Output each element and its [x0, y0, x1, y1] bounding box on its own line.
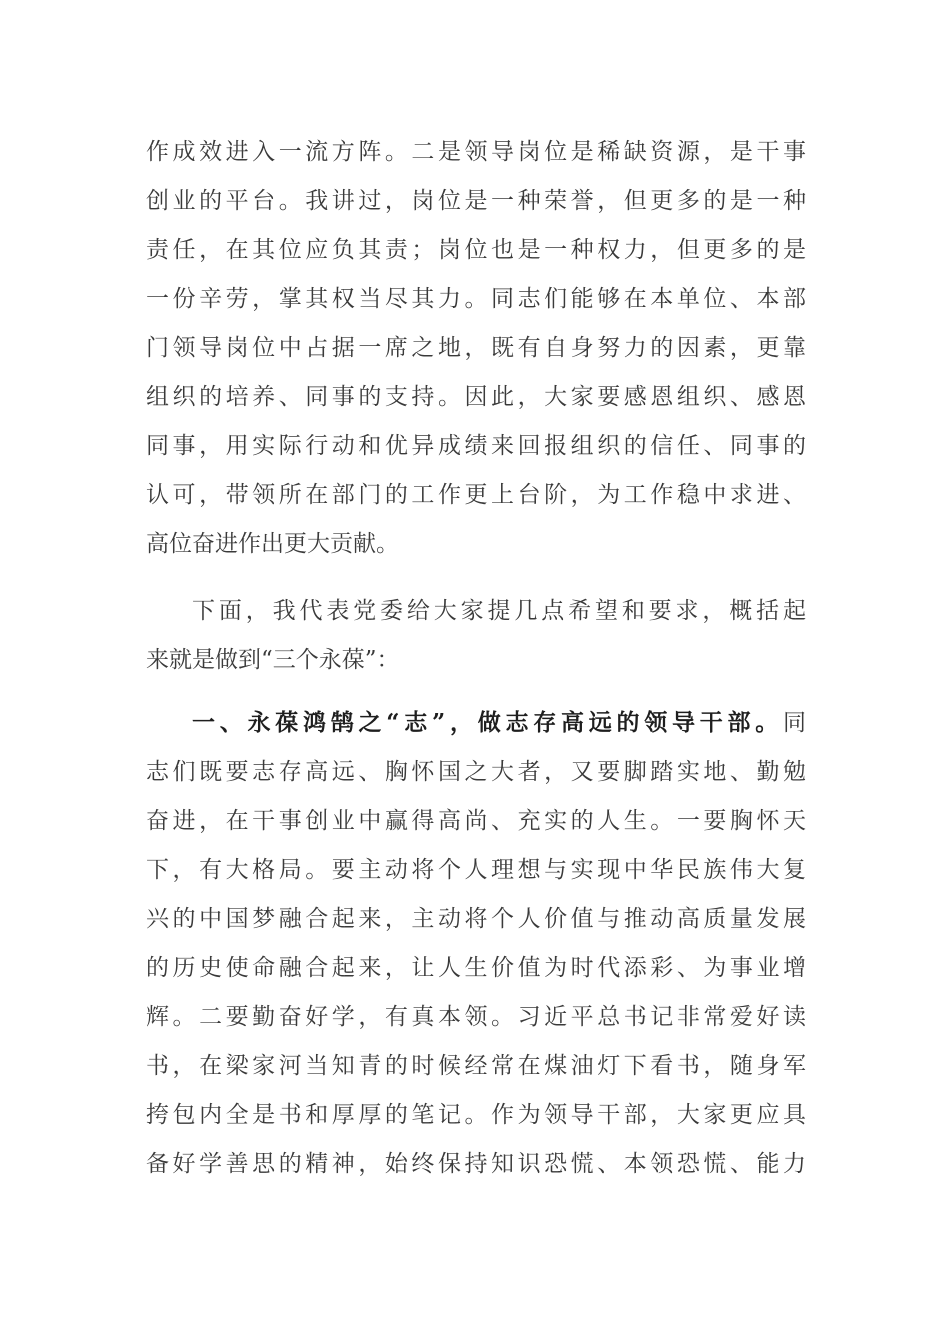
section-heading: 一、永葆鸿鹄之“志”，做志存高远的领导干部。	[192, 709, 783, 736]
section-heading-line	[192, 707, 806, 739]
text-line: 下，有大格局。要主动将个人理想与实现中华民族伟大复	[146, 857, 806, 883]
text-line: 创业的平台。我讲过，岗位是一种荣誉，但更多的是一种	[146, 188, 806, 214]
text-line: 作成效进入一流方阵。二是领导岗位是稀缺资源，是干事	[146, 139, 806, 165]
text-line: 同事，用实际行动和优异成绩来回报组织的信任、同事的	[146, 433, 806, 459]
text-line: 的历史使命融合起来，让人生价值为时代添彩、为事业增	[146, 955, 806, 981]
text-line: 责任，在其位应负其责；岗位也是一种权力，但更多的是	[146, 237, 806, 263]
text-line: 辉。二要勤奋好学，有真本领。习近平总书记非常爱好读	[146, 1004, 806, 1030]
text-line: 兴的中国梦融合起来，主动将个人价值与推动高质量发展	[146, 906, 806, 932]
text-line: 备好学善思的精神，始终保持知识恐慌、本领恐慌、能力	[146, 1151, 806, 1177]
text-line: 下面，我代表党委给大家提几点希望和要求，概括起	[192, 598, 806, 624]
text-line: 挎包内全是书和厚厚的笔记。作为领导干部，大家更应具	[146, 1102, 806, 1128]
text-line: 认可，带领所在部门的工作更上台阶，为工作稳中求进、	[146, 482, 806, 508]
text-line: 门领导岗位中占据一席之地，既有自身努力的因素，更靠	[146, 335, 806, 361]
text-line: 书，在梁家河当知青的时候经常在煤油灯下看书，随身军	[146, 1053, 806, 1079]
text-line: 组织的培养、同事的支持。因此，大家要感恩组织、感恩	[146, 384, 806, 410]
heading-tail-text: 同	[783, 710, 806, 736]
text-line: 一份辛劳，掌其权当尽其力。同志们能够在本单位、本部	[146, 286, 806, 312]
text-line: 高位奋进作出更大贡献。	[146, 531, 399, 557]
text-line: 志们既要志存高远、胸怀国之大者，又要脚踏实地、勤勉	[146, 759, 806, 785]
text-line: 来就是做到“三个永葆”：	[146, 647, 400, 673]
text-line: 奋进，在干事创业中赢得高尚、充实的人生。一要胸怀天	[146, 808, 806, 834]
